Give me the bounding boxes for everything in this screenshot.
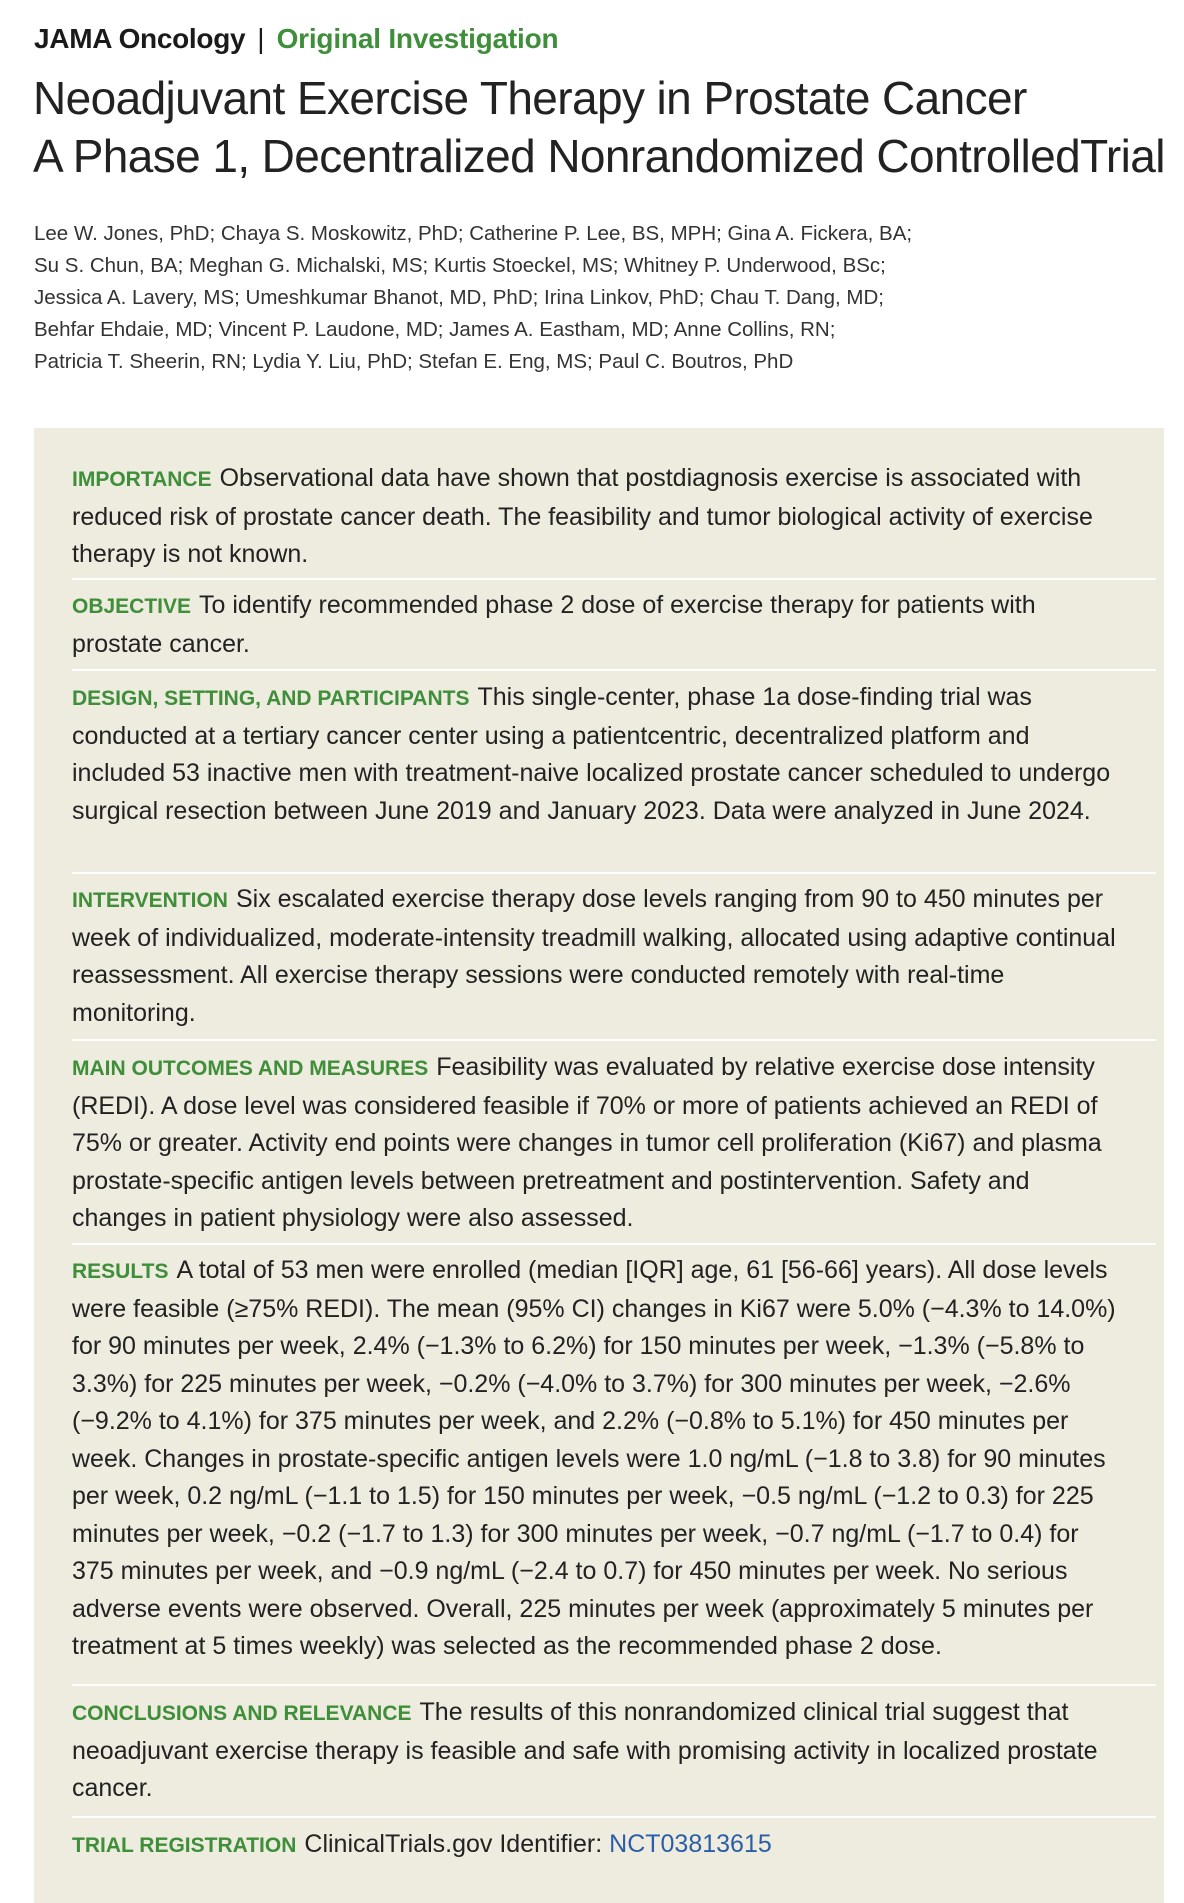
design-section: [72, 679, 1120, 830]
conclusions-text: The results of this nonrandomized clinical trial suggest that neoadjuvant exercise therapy is feasible and safe with promising activity in localized prostate cancer.: [72, 1698, 1098, 1802]
objective-text: To identify recommended phase 2 dose of exercise therapy for patients with prostate cancer.: [72, 591, 1036, 658]
section-divider: [72, 872, 1156, 874]
article-subtitle: A Phase 1, Decentralized Nonrandomized ControlledTrial: [33, 130, 1165, 182]
article-type: Original Investigation: [276, 23, 559, 54]
registration-text: ClinicalTrials.gov Identifier:: [304, 1830, 603, 1858]
registration-label: TRIAL REGISTRATION: [72, 1834, 297, 1857]
importance-label: IMPORTANCE: [72, 468, 212, 491]
results-section: [72, 1252, 1120, 1666]
author-line: Behfar Ehdaie, MD; Vincent P. Laudone, MD; James A. Eastham, MD; Anne Collins, RN;: [34, 318, 836, 341]
registration-section: [72, 1826, 1120, 1865]
header-separator: |: [257, 23, 265, 54]
intervention-text: Six escalated exercise therapy dose levels ranging from 90 to 450 minutes per week of individualized, moderate-intensity treadmill walking, allocated using adaptive continual reassessment. All exercise therapy sessions were conducted remotely with real-time monitoring.: [72, 885, 1116, 1027]
intervention-section: [72, 881, 1120, 1032]
author-line: Su S. Chun, BA; Meghan G. Michalski, MS; Kurtis Stoeckel, MS; Whitney P. Underwood, BSc;: [34, 254, 886, 277]
author-line: Lee W. Jones, PhD; Chaya S. Moskowitz, PhD; Catherine P. Lee, BS, MPH; Gina A. Fickera, BA;: [34, 222, 913, 245]
section-divider: [72, 578, 1156, 580]
importance-text: Observational data have shown that postdiagnosis exercise is associated with reduced risk of prostate cancer death. The feasibility and tumor biological activity of exercise therapy is not known.: [72, 464, 1093, 568]
trial-id-link[interactable]: NCT03813615: [609, 1830, 772, 1858]
journal-name: JAMA Oncology: [34, 23, 246, 54]
outcomes-section: [72, 1049, 1120, 1238]
design-label: DESIGN, SETTING, AND PARTICIPANTS: [72, 687, 470, 710]
section-divider: [72, 1684, 1156, 1686]
author-list: [34, 218, 1134, 378]
conclusions-section: [72, 1694, 1120, 1808]
outcomes-label: MAIN OUTCOMES AND MEASURES: [72, 1057, 429, 1080]
section-divider: [72, 669, 1156, 671]
conclusions-label: CONCLUSIONS AND RELEVANCE: [72, 1702, 412, 1725]
outcomes-text: Feasibility was evaluated by relative exercise dose intensity (REDI). A dose level was considered feasible if 70% or more of patients achieved an REDI of 75% or greater. Activity end points were changes in tumor cell proliferation (Ki67) and plasma prostate-specific antigen levels between pretreatment and postintervention. Safety and changes in patient physiology were also assessed.: [72, 1053, 1102, 1232]
article-title: Neoadjuvant Exercise Therapy in Prostate Cancer: [33, 72, 1027, 124]
author-line: Patricia T. Sheerin, RN; Lydia Y. Liu, PhD; Stefan E. Eng, MS; Paul C. Boutros, PhD: [34, 350, 794, 373]
importance-section: [72, 460, 1120, 574]
section-divider: [72, 1039, 1156, 1041]
section-divider: [72, 1243, 1156, 1245]
journal-header: [34, 22, 558, 56]
results-text: A total of 53 men were enrolled (median [IQR] age, 61 [56-66] years). All dose levels were feasible (≥75% REDI). The mean (95% CI) changes in Ki67 were 5.0% (−4.3% to 14.0%) for 90 minutes per week, 2.4% (−1.3% to 6.2%) for 150 minutes per week, −1.3% (−5.8% to 3.3%) for 225 minutes per week, −0.2% (−4.0% to 3.7%) for 300 minutes per week, −2.6% (−9.2% to 4.1%) for 375 minutes per week, and 2.2% (−0.8% to 5.1%) for 450 minutes per week. Changes in prostate-specific antigen levels were 1.0 ng/mL (−1.8 to 3.8) for 90 minutes per week, 0.2 ng/mL (−1.1 to 1.5) for 150 minutes per week, −0.5 ng/mL (−1.2 to 0.3) for 225 minutes per week, −0.2 (−1.7 to 1.3) for 300 minutes per week, −0.7 ng/mL (−1.7 to 0.4) for 375 minutes per week, and −0.9 ng/mL (−2.4 to 0.7) for 450 minutes per week. No serious adverse events were observed. Overall, 225 minutes per week (approximately 5 minutes per treatment at 5 times weekly) was selected as the recommended phase 2 dose.: [72, 1256, 1116, 1660]
section-divider: [72, 1816, 1156, 1818]
abstract-box: [34, 428, 1164, 1903]
objective-section: [72, 587, 1120, 663]
intervention-label: INTERVENTION: [72, 889, 228, 912]
author-line: Jessica A. Lavery, MS; Umeshkumar Bhanot, MD, PhD; Irina Linkov, PhD; Chau T. Dang, MD;: [34, 286, 884, 309]
objective-label: OBJECTIVE: [72, 595, 192, 618]
results-label: RESULTS: [72, 1260, 169, 1283]
design-text: This single-center, phase 1a dose-finding trial was conducted at a tertiary cancer center using a patientcentric, decentralized platform and included 53 inactive men with treatment-naive localized prostate cancer scheduled to undergo surgical resection between June 2019 and January 2023. Data were analyzed in June 2024.: [72, 683, 1111, 825]
